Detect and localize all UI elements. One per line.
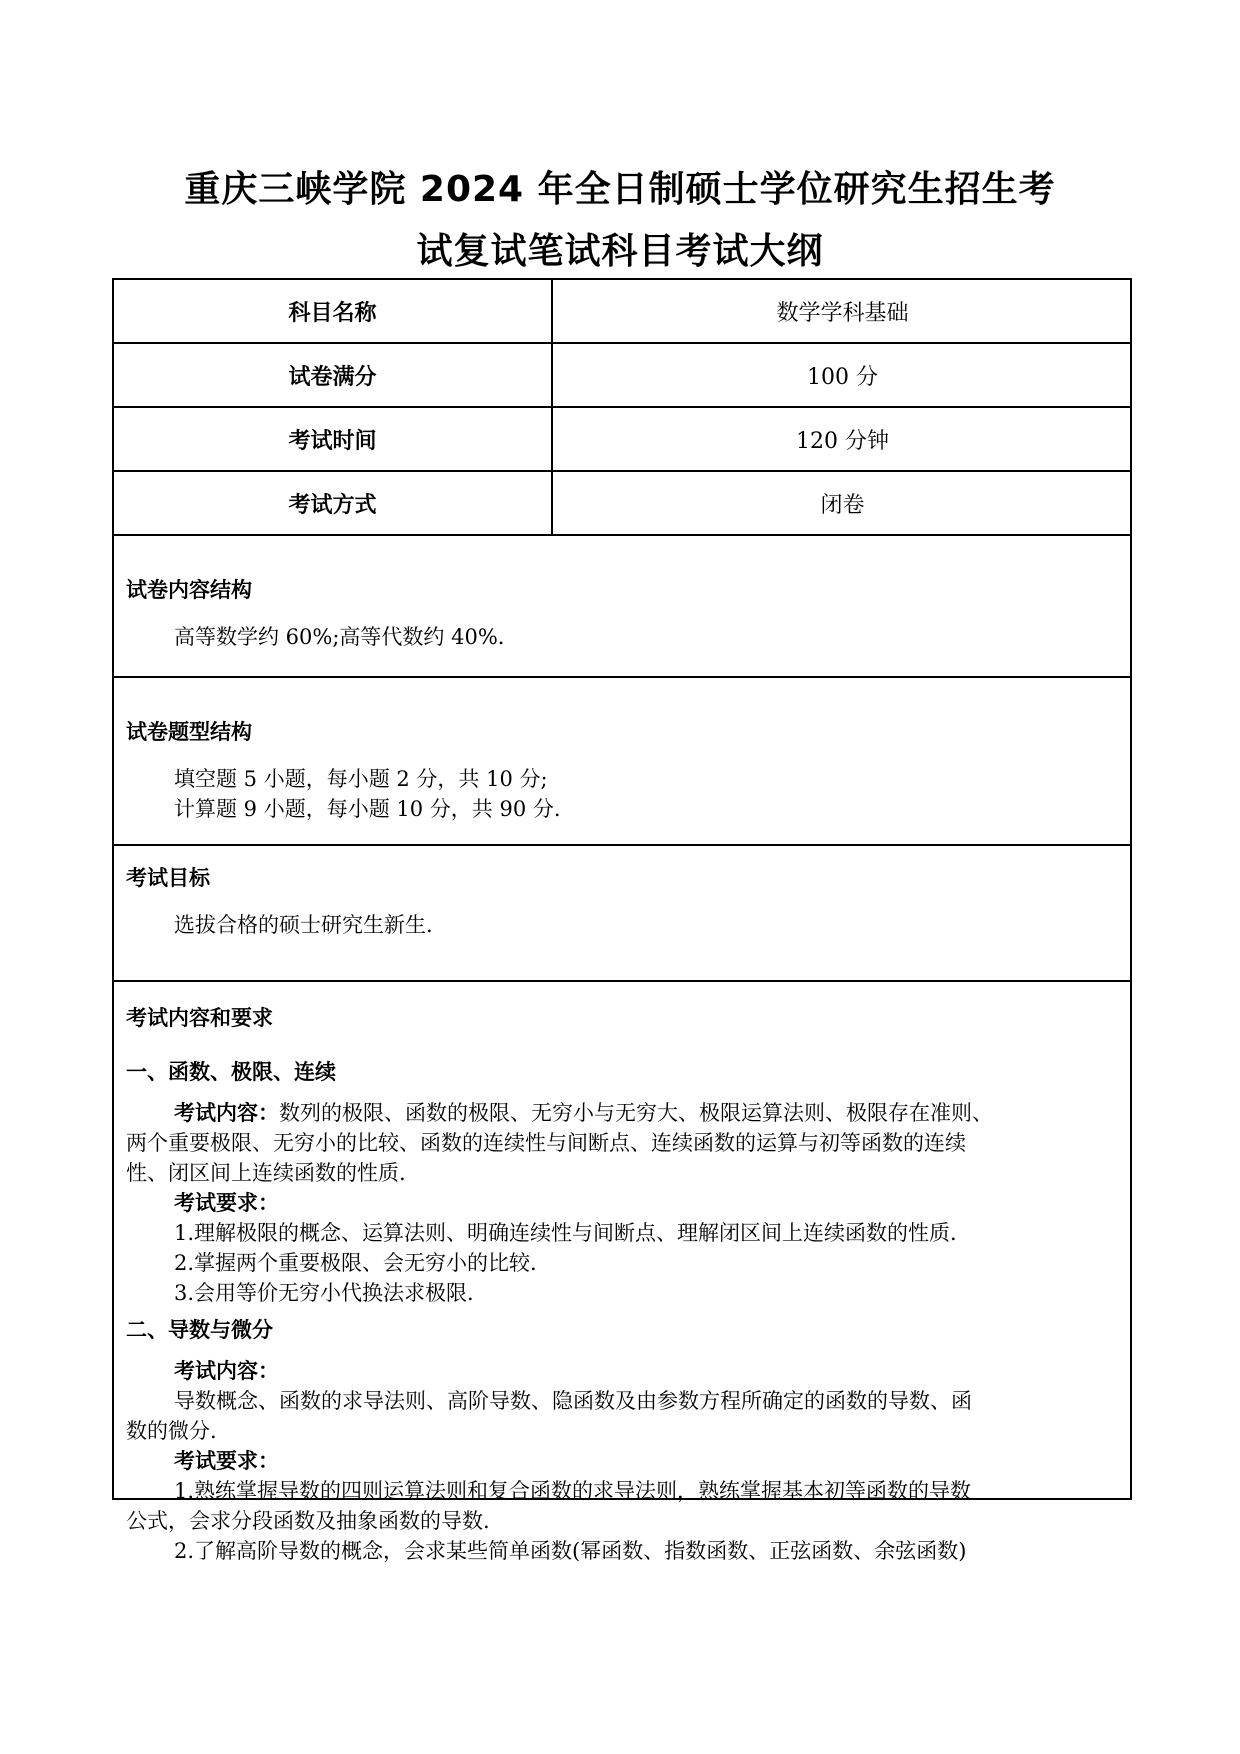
section1-content-line3: 性、闭区间上连续函数的性质. — [126, 1161, 406, 1185]
full-score-label: 试卷满分 — [288, 364, 377, 390]
section1-req-item: 1.理解极限的概念、运算法则、明确连续性与间断点、理解闭区间上连续函数的性质. — [174, 1221, 957, 1245]
subject-name-label: 科目名称 — [288, 300, 377, 326]
section2-content-line1: 导数概念、函数的求导法则、高阶导数、隐函数及由参数方程所确定的函数的导数、函 — [174, 1389, 972, 1413]
question-structure-line: 填空题 5 小题，每小题 2 分，共 10 分; — [174, 767, 548, 791]
exam-mode-label: 考试方式 — [288, 492, 377, 518]
section1-req-item: 3.会用等价无穷小代换法求极限. — [174, 1281, 474, 1305]
section1-content-line2: 两个重要极限、无穷小的比较、函数的连续性与间断点、连续函数的运算与初等函数的连续 — [126, 1131, 966, 1155]
section2-content-line2: 数的微分. — [126, 1419, 217, 1443]
section1-req-label: 考试要求： — [174, 1191, 279, 1215]
question-structure-heading: 试卷题型结构 — [126, 720, 252, 744]
document-title-line2: 试复试笔试科目考试大纲 — [416, 231, 824, 272]
exam-goal-text: 选拔合格的硕士研究生新生. — [174, 913, 433, 937]
section2-req1-line1: 1.熟练掌握导数的四则运算法则和复合函数的求导法则，熟练掌握基本初等函数的导数 — [174, 1479, 972, 1503]
syllabus-frame — [112, 278, 1132, 1563]
exam-mode-value: 闭卷 — [820, 492, 865, 518]
exam-time-label: 考试时间 — [288, 428, 377, 454]
section-divider — [114, 980, 1130, 982]
exam-time-value: 120 分钟 — [796, 428, 889, 454]
section-divider — [114, 844, 1130, 846]
content-structure-text: 高等数学约 60%;高等代数约 40%. — [174, 625, 505, 649]
subject-name-value: 数学学科基础 — [776, 300, 909, 326]
section1-content-line1 — [174, 1098, 993, 1128]
row-divider — [114, 534, 1130, 536]
section-divider — [114, 676, 1130, 678]
section1-title: 一、函数、极限、连续 — [126, 1060, 336, 1084]
content-structure-heading: 试卷内容结构 — [126, 578, 252, 602]
section1-content-label: 考试内容： — [174, 1101, 279, 1125]
section2-req1-line2: 公式，会求分段函数及抽象函数的导数. — [126, 1509, 490, 1533]
document-title-line1: 重庆三峡学院 2024 年全日制硕士学位研究生招生考 — [184, 169, 1056, 210]
exam-goal-heading: 考试目标 — [126, 866, 210, 890]
requirements-heading: 考试内容和要求 — [126, 1006, 273, 1030]
full-score-value: 100 分 — [807, 364, 878, 390]
section2-content-label: 考试内容： — [174, 1359, 279, 1383]
section1-content-text: 数列的极限、函数的极限、无穷小与无穷大、极限运算法则、极限存在准则、 — [279, 1101, 993, 1125]
section1-req-item: 2.掌握两个重要极限、会无穷小的比较. — [174, 1251, 537, 1275]
section2-req-label: 考试要求： — [174, 1449, 279, 1473]
section2-req2-line1: 2.了解高阶导数的概念，会求某些简单函数(幂函数、指数函数、正弦函数、余弦函数) — [174, 1539, 967, 1563]
section2-title: 二、导数与微分 — [126, 1318, 273, 1342]
question-structure-line: 计算题 9 小题，每小题 10 分，共 90 分. — [174, 797, 561, 821]
